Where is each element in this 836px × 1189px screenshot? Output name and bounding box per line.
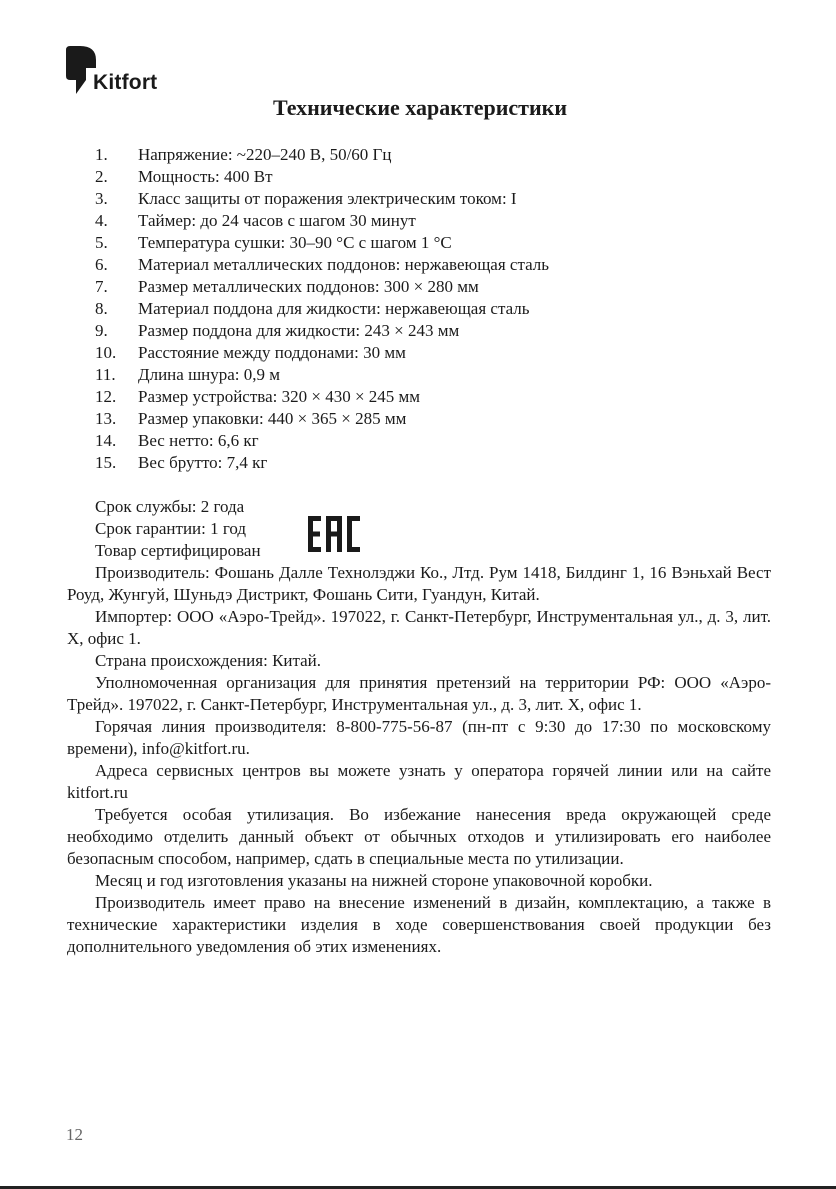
spec-text: Мощность: 400 Вт bbox=[138, 167, 273, 186]
info-paragraph: Уполномоченная организация для принятия претензий на территории РФ: ООО «Аэро-Трейд». 197022, г. Санкт-Петербург, Инструментальная ул., д. 3, лит. Х, офис 1. bbox=[67, 673, 771, 714]
spec-text: Размер металлических поддонов: 300 × 280 мм bbox=[138, 277, 479, 296]
spec-number: 12. bbox=[95, 387, 117, 406]
spec-item bbox=[95, 298, 795, 320]
info-paragraph: Адреса сервисных центров вы можете узнать у оператора горячей линии или на сайте kitfort.ru bbox=[67, 761, 771, 802]
info-paragraph: Импортер: ООО «Аэро-Трейд». 197022, г. Санкт-Петербург, Инструментальная ул., д. 3, лит. Х, офис 1. bbox=[67, 607, 771, 648]
certification-block bbox=[95, 496, 261, 562]
info-paragraph: Горячая линия производителя: 8-800-775-56-87 (пн-пт с 9:30 до 17:30 по московскому времени), info@kitfort.ru. bbox=[67, 717, 771, 758]
spec-text: Расстояние между поддонами: 30 мм bbox=[138, 343, 406, 362]
spec-item bbox=[95, 320, 795, 342]
info-paragraph: Страна происхождения: Китай. bbox=[95, 651, 322, 670]
spec-item bbox=[95, 430, 795, 452]
spec-number: 4. bbox=[95, 211, 108, 230]
spec-item bbox=[95, 232, 795, 254]
info-paragraph: Производитель имеет право на внесение изменений в дизайн, комплектацию, а также в технические характеристики изделия в ходе совершенствования своей продукции без дополнительного уведомления об этих изменениях. bbox=[67, 893, 771, 956]
spec-number: 3. bbox=[95, 189, 108, 208]
logo-wordmark: Kitfort bbox=[93, 71, 158, 94]
info-paragraph: Производитель: Фошань Далле Технолэджи Ко., Лтд. Рум 1418, Билдинг 1, 16 Вэньхай Вест Роуд, Жунгуй, Шуньдэ Дистрикт, Фошань Сити, Гуандун, Китай. bbox=[67, 563, 771, 604]
page-number: 12 bbox=[66, 1125, 83, 1144]
spec-number: 15. bbox=[95, 453, 117, 472]
certified-note: Товар сертифицирован bbox=[95, 541, 261, 560]
spec-item bbox=[95, 276, 795, 298]
spec-item bbox=[95, 364, 795, 386]
spec-text: Таймер: до 24 часов с шагом 30 минут bbox=[138, 211, 416, 230]
spec-number: 14. bbox=[95, 431, 117, 450]
spec-number: 2. bbox=[95, 167, 108, 186]
spec-number: 5. bbox=[95, 233, 108, 252]
service-life: Срок службы: 2 года bbox=[95, 497, 245, 516]
spec-text: Размер устройства: 320 × 430 × 245 мм bbox=[138, 387, 421, 406]
spec-item bbox=[95, 452, 795, 474]
spec-item bbox=[95, 254, 795, 276]
spec-text: Вес нетто: 6,6 кг bbox=[138, 431, 259, 450]
manufacturer-info bbox=[67, 562, 771, 958]
spec-text: Размер поддона для жидкости: 243 × 243 мм bbox=[138, 321, 460, 340]
spec-number: 6. bbox=[95, 255, 108, 274]
info-paragraph: Месяц и год изготовления указаны на нижней стороне упаковочной коробки. bbox=[95, 871, 653, 890]
eac-mark-icon bbox=[306, 514, 362, 554]
spec-text: Температура сушки: 30–90 °С с шагом 1 °С bbox=[138, 233, 452, 252]
spec-item bbox=[95, 408, 795, 430]
kitfort-logo-icon bbox=[66, 46, 96, 94]
spec-text: Класс защиты от поражения электрическим током: I bbox=[138, 189, 517, 208]
info-paragraph: Требуется особая утилизация. Во избежание нанесения вреда окружающей среде необходимо отделить данный объект от обычных отходов и утилизировать его наиболее безопасным способом, например, сдать в специальные места по утилизации. bbox=[67, 805, 771, 868]
spec-text: Материал металлических поддонов: нержавеющая сталь bbox=[138, 255, 550, 274]
spec-number: 11. bbox=[95, 365, 116, 384]
spec-item bbox=[95, 166, 795, 188]
spec-number: 13. bbox=[95, 409, 117, 428]
page-title: Технические характеристики bbox=[272, 95, 568, 120]
kitfort-logo bbox=[66, 46, 176, 96]
spec-item bbox=[95, 188, 795, 210]
spec-list bbox=[95, 144, 795, 474]
spec-number: 1. bbox=[95, 145, 108, 164]
warranty-period: Срок гарантии: 1 год bbox=[95, 519, 247, 538]
spec-item bbox=[95, 210, 795, 232]
spec-number: 9. bbox=[95, 321, 108, 340]
spec-text: Размер упаковки: 440 × 365 × 285 мм bbox=[138, 409, 407, 428]
spec-item bbox=[95, 144, 795, 166]
spec-number: 8. bbox=[95, 299, 108, 318]
spec-text: Материал поддона для жидкости: нержавеющая сталь bbox=[138, 299, 530, 318]
spec-text: Напряжение: ~220–240 В, 50/60 Гц bbox=[138, 145, 392, 164]
spec-text: Длина шнура: 0,9 м bbox=[138, 365, 281, 384]
spec-text: Вес брутто: 7,4 кг bbox=[138, 453, 268, 472]
spec-number: 10. bbox=[95, 343, 117, 362]
spec-item bbox=[95, 342, 795, 364]
spec-number: 7. bbox=[95, 277, 108, 296]
spec-item bbox=[95, 386, 795, 408]
